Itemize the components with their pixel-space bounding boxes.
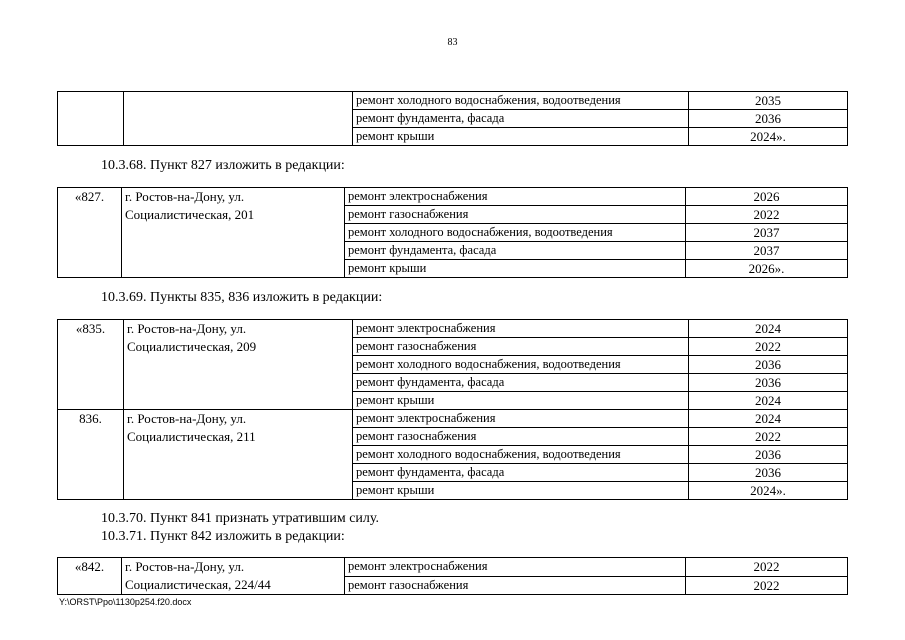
year-cell: 2022 — [689, 338, 848, 356]
year-cell: 2026 — [686, 188, 848, 206]
paragraph-10-3-70: 10.3.70. Пункт 841 признать утратившим силу. — [101, 511, 379, 526]
paragraph-10-3-68: 10.3.68. Пункт 827 изложить в редакции: — [101, 158, 345, 173]
page-number: 83 — [447, 37, 458, 48]
year-cell: 2036 — [689, 374, 848, 392]
year-cell: 2037 — [686, 224, 848, 242]
work-cell: ремонт электроснабжения — [345, 188, 686, 206]
work-cell: ремонт электроснабжения — [353, 320, 689, 338]
num-cell: «842. — [58, 558, 122, 595]
work-cell: ремонт крыши — [353, 482, 689, 500]
year-cell: 2036 — [689, 446, 848, 464]
table-row — [58, 410, 848, 428]
work-cell: ремонт крыши — [353, 392, 689, 410]
table-row — [58, 558, 848, 577]
year-cell: 2024». — [689, 482, 848, 500]
work-cell: ремонт холодного водоснабжения, водоотведения — [353, 92, 689, 110]
work-cell: ремонт газоснабжения — [353, 428, 689, 446]
work-cell: ремонт фундамента, фасада — [353, 110, 689, 128]
year-cell: 2022 — [689, 428, 848, 446]
table-835-836 — [57, 319, 848, 500]
address-cell: г. Ростов-на-Дону, ул. Социалистическая, 201 — [122, 188, 345, 278]
year-cell: 2037 — [686, 242, 848, 260]
table-842 — [57, 557, 848, 595]
table-continuation — [57, 91, 848, 146]
work-cell: ремонт фундамента, фасада — [353, 464, 689, 482]
year-cell: 2035 — [689, 92, 848, 110]
work-cell: ремонт газоснабжения — [345, 576, 686, 595]
table-row — [58, 320, 848, 338]
year-cell: 2026». — [686, 260, 848, 278]
num-cell: 836. — [58, 410, 124, 500]
year-cell: 2024». — [689, 128, 848, 146]
num-cell: «835. — [58, 320, 124, 410]
work-cell: ремонт фундамента, фасада — [345, 242, 686, 260]
work-cell: ремонт холодного водоснабжения, водоотведения — [345, 224, 686, 242]
address-cell: г. Ростов-на-Дону, ул. Социалистическая, 211 — [124, 410, 353, 500]
paragraph-10-3-69: 10.3.69. Пункты 835, 836 изложить в редакции: — [101, 290, 383, 305]
num-cell — [58, 92, 124, 146]
num-cell: «827. — [58, 188, 122, 278]
work-cell: ремонт электроснабжения — [353, 410, 689, 428]
table-row — [58, 92, 848, 110]
year-cell: 2022 — [686, 206, 848, 224]
work-cell: ремонт холодного водоснабжения, водоотведения — [353, 356, 689, 374]
year-cell: 2024 — [689, 320, 848, 338]
work-cell: ремонт газоснабжения — [345, 206, 686, 224]
address-cell: г. Ростов-на-Дону, ул. Социалистическая, 224/44 — [122, 558, 345, 595]
work-cell: ремонт электроснабжения — [345, 558, 686, 577]
year-cell: 2022 — [686, 576, 848, 595]
year-cell: 2022 — [686, 558, 848, 577]
year-cell: 2036 — [689, 110, 848, 128]
work-cell: ремонт крыши — [345, 260, 686, 278]
footer-file-path: Y:\ORST\Ppo\1130p254.f20.docx — [59, 597, 192, 607]
year-cell: 2024 — [689, 410, 848, 428]
table-827 — [57, 187, 848, 278]
work-cell: ремонт холодного водоснабжения, водоотведения — [353, 446, 689, 464]
year-cell: 2036 — [689, 464, 848, 482]
work-cell: ремонт газоснабжения — [353, 338, 689, 356]
year-cell: 2024 — [689, 392, 848, 410]
work-cell: ремонт фундамента, фасада — [353, 374, 689, 392]
paragraph-10-3-71: 10.3.71. Пункт 842 изложить в редакции: — [101, 529, 345, 544]
address-cell: г. Ростов-на-Дону, ул. Социалистическая, 209 — [124, 320, 353, 410]
address-cell — [124, 92, 353, 146]
table-row — [58, 188, 848, 206]
work-cell: ремонт крыши — [353, 128, 689, 146]
year-cell: 2036 — [689, 356, 848, 374]
